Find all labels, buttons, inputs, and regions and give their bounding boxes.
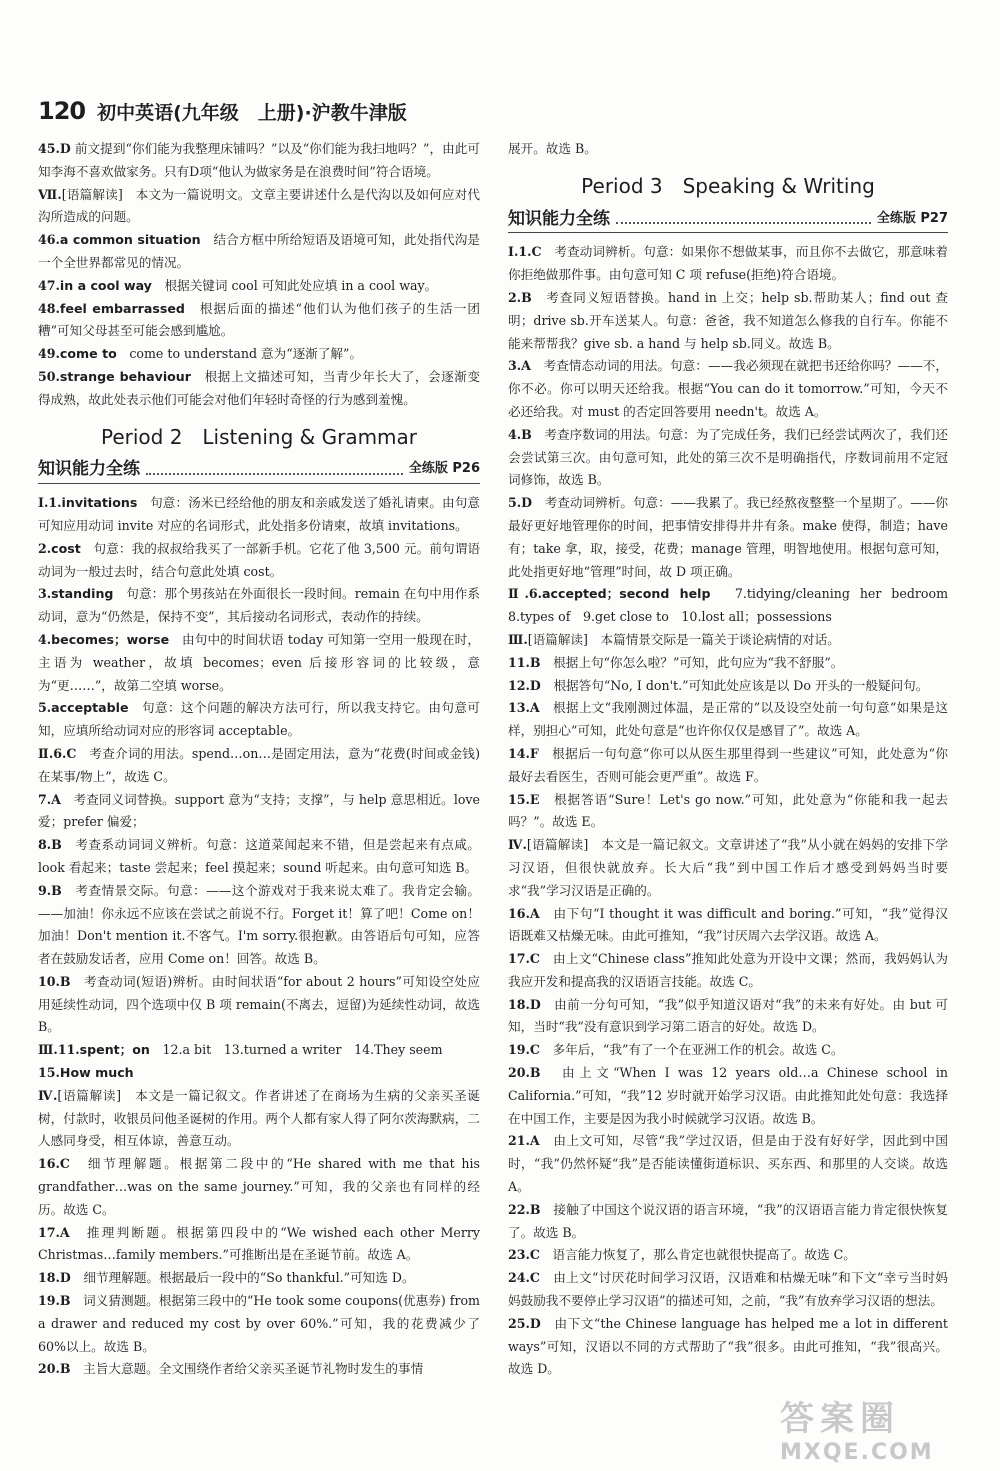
question-number: 22.B (508, 1201, 541, 1217)
explanation-text: 考查同义词替换。support 意为“支持；支撑”，与 help 意思相近。love 爱；prefer 偏爱； (38, 791, 480, 830)
answer-key: strange behaviour (59, 368, 191, 384)
question-number: 24.C (508, 1270, 540, 1286)
question-number: 49. (38, 346, 60, 362)
answer-entry (508, 903, 948, 949)
answer-entry (38, 743, 480, 789)
answer-entry (508, 834, 948, 902)
answer-entry (508, 492, 948, 583)
question-number: 16.A (508, 905, 540, 921)
question-number: 50. (38, 368, 60, 384)
explanation-text: 细节理解题。根据第二段中的“He shared with me that his grandfather…was on the same journey.”可知，我的父亲也有同样的经历。故选 C。 (38, 1156, 480, 1217)
answer-entry (508, 948, 948, 994)
question-number: 9.B (38, 882, 62, 898)
question-number: Ⅲ. (508, 631, 528, 647)
question-number: 23.C (508, 1247, 540, 1263)
answer-entry (508, 743, 948, 789)
explanation-text: 句意：汤米已经给他的朋友和亲戚发送了婚礼请柬。由句意可知应用动词 invite 对应的名词形式，此处指多份请柬，故填 invitations。 (38, 495, 480, 533)
explanation-text: 推理判断题。根据第四段中的“We wished each other Merry Christmas…family members.”可推断出是在圣诞节前。故选 A。 (38, 1224, 480, 1263)
watermark-text: 答案圈 (780, 1399, 900, 1439)
explanation-text: 接触了中国这个说汉语的语言环境，“我”的汉语语言能力肯定很快恢复了。故选 B。 (508, 1201, 948, 1240)
explanation-text: 由下句“I thought it was difficult and boring.”可知，“我”觉得汉语既难又枯燥无味。由此可推知，“我”讨厌周六去学汉语。故选 A。 (508, 905, 948, 944)
answer-entry (508, 1039, 948, 1062)
answer-entry (508, 424, 948, 492)
page-header (38, 92, 968, 130)
section-ref: 全练版 P26 (408, 461, 480, 477)
question-number: Ⅳ. (38, 1087, 58, 1103)
explanation-text: 根据上句“你怎么啦？”可知，此句应为“我不舒服”。 (540, 654, 844, 670)
answer-entry (38, 1153, 480, 1221)
explanation-text: 考查序数词的用法。句意：为了完成任务，我们已经尝试两次了，我们还会尝试第三次。由句意可知，此处的第三次不是明确指代，序数词前用不定冠词修饰，故选 B。 (508, 426, 948, 488)
question-number: 16.C (38, 1156, 70, 1172)
answer-entry (38, 583, 480, 629)
right-column (508, 138, 961, 1381)
explanation-text: 句意：那个男孩站在外面很长一段时间。remain 在句中用作系动词，意为“仍然是，保持不变”，其后接动名词形式，表动作的持续。 (38, 586, 480, 625)
explanation-text: [语篇解读] 本文是一篇记叙文。作者讲述了在商场为生病的父亲买圣诞树，付款时，收银员问他圣诞树的作用。两个人都有家人得了阿尔茨海默病，二人感同身受，相互体谅，善意互动。 (38, 1087, 480, 1149)
explanation-text: [语篇解读] 本篇情景交际是一篇关于谈论病情的对话。 (527, 631, 840, 647)
explanation-text: 考查介词的用法。spend…on…是固定用法，意为“花费(时间或金钱)在某事/物上”，故选 C。 (38, 745, 481, 784)
period-heading: Period 2 Listening & Grammar (100, 424, 418, 449)
explanation-text: 根据关键词 cool 可知此处应填 in a cool way。 (151, 277, 438, 293)
question-number: 15. (38, 1065, 60, 1081)
answer-entry (508, 287, 948, 355)
question-number: 45.D (38, 141, 71, 156)
question-number: Ⅲ.11. (38, 1042, 80, 1058)
question-number: 47. (38, 277, 60, 293)
question-number: 3.A (508, 358, 531, 374)
explanation-text: 由上文可知，尽管“我”学过汉语，但是由于没有好好学，因此到中国时，“我”仍然怀疑“我”是否能读懂街道标识、买东西、和那里的人交谈。故选 A。 (508, 1133, 948, 1195)
question-number: 48. (38, 300, 60, 316)
explanation-text: 7.tidying/cleaning her bedroom 8.types of 9.get close to 10.lost all；possessions (508, 586, 961, 625)
explanation-text: 词义猜测题。根据第三段中的“He took some coupons(优惠券) from a drawer and reduced my cost by over 60%.”可知，我的花费减少了 60%以上。故选 B。 (38, 1293, 480, 1354)
answer-key: accepted；second help (542, 586, 711, 602)
answer-entry (38, 275, 480, 298)
left-column (38, 138, 480, 1381)
watermark-logo (780, 1391, 980, 1465)
question-number: 3. (38, 586, 52, 602)
answer-entry (38, 697, 480, 743)
explanation-text: 结合方框中所给短语及语境可知，此处指代沟是一个全世界都常见的情况。 (38, 232, 481, 270)
question-number: Ⅱ.6.C (38, 745, 77, 761)
answer-key: How much (59, 1065, 134, 1081)
answer-entry (38, 184, 480, 230)
question-number: 7.A (38, 791, 61, 807)
question-number: 25.D (508, 1315, 541, 1331)
explanation-text: 根据后面的描述“他们认为他们孩子的生活一团糟”可知父母甚至可能会感到尴尬。 (38, 300, 480, 339)
answer-entry (38, 1358, 480, 1381)
answer-entry (38, 229, 480, 275)
explanation-text: 前文提到“你们能为我整理床铺吗？”以及“你们能为我扫地吗？”，由此可知李海不喜欢做家务。只有D项“他认为做家务是在浪费时间”符合语境。 (38, 141, 480, 179)
explanation-text: 多年后，“我”有了一个在亚洲工作的机会。故选 C。 (539, 1042, 844, 1058)
answer-entry (38, 1222, 480, 1268)
explanation-text: come to understand 意为“逐渐了解”。 (116, 346, 363, 362)
explanation-text: 考查情景交际。句意：——这个游戏对于我来说太难了。我肯定会输。——加油！你永远不应该在尝试之前说不行。Forget it！算了吧！Come on！加油！Don't mention it.不客气。I'm sorry.很抱歉。由答语后句可知，应答者在鼓励发话者，应用 Come on！回答。故选 B。 (38, 882, 480, 967)
question-number: 21.A (508, 1133, 540, 1149)
question-number: 46. (38, 232, 60, 248)
question-number: 11.B (508, 654, 541, 670)
answer-entry (508, 1244, 948, 1267)
answer-key: come to (59, 346, 117, 362)
answer-key: spent；on (79, 1042, 150, 1058)
question-number: Ⅰ.1. (38, 495, 62, 511)
question-number: 13.A (508, 700, 540, 716)
section-title: 知识能力全练 (508, 208, 610, 229)
watermark-url: MXQE.COM (780, 1440, 934, 1465)
section-bar (38, 458, 480, 484)
explanation-text: 语言能力恢复了，那么肯定也就很快提高了。故选 C。 (539, 1247, 856, 1263)
explanation-text: 根据答句“No, I don't.”可知此处应该是以 Do 开头的一般疑问句。 (540, 677, 929, 693)
explanation-text: [语篇解读] 本文为一篇说明文。文章主要讲述什么是代沟以及如何应对代沟所造成的问题。 (38, 186, 481, 225)
question-number: 20.B (38, 1361, 71, 1377)
answer-key: becomes；worse (51, 631, 170, 647)
explanation-text: 由下文“the Chinese language has helped me a lot in different ways”可知，汉语以不同的方式帮助了“我”很多。由此可推知，“我”很高兴。故选 D。 (508, 1315, 948, 1377)
explanation-text: 由前一分句可知，“我”似乎知道汉语对“我”的未来有好处。由 but 可知，当时“我”没有意识到学习第二语言的好处。故选 D。 (508, 996, 948, 1035)
answer-entry (38, 138, 480, 184)
explanation-text: 考查系动词词义辨析。句意：这道菜闻起来不错，但是尝起来有点咸。look 看起来；taste 尝起来；feel 摸起来；sound 听起来。由句意可知选 B。 (38, 837, 480, 875)
answer-entry (508, 789, 948, 835)
question-number: 14.F (508, 745, 539, 761)
question-number: 15.E (508, 791, 540, 807)
answer-entry (508, 241, 948, 287)
explanation-text: 句意：这个问题的解决方法可行，所以我支持它。由句意可知，应填所给动词对应的形容词 acceptable。 (38, 700, 480, 739)
dotted-leader (146, 473, 403, 475)
section-ref: 全练版 P27 (876, 210, 948, 226)
answer-entry (508, 697, 948, 743)
explanation-text: 考查情态动词的用法。句意：——我必须现在就把书还给你吗？——不，你不必。你可以明天还给我。根据“You can do it tomorrow.”可知，今天不必还给我。对 must 的否定回答要用 needn't。故选 A。 (508, 358, 948, 419)
answer-entry (38, 538, 480, 584)
answer-entry (38, 366, 480, 412)
question-number: 19.B (38, 1293, 71, 1309)
question-number: 17.A (38, 1224, 70, 1240)
explanation-text: 根据后一句句意“你可以从医生那里得到一些建议”可知，此处意为“你最好去看医生，否则可能会更严重”。故选 F。 (508, 745, 948, 784)
explanation-text: 考查动词辨析。句意：如果你不想做某事，而且你不去做它，那意味着你拒绝做那件事。由句意可知 C 项 refuse(拒绝)符合语境。 (508, 244, 949, 283)
question-number: 8.B (38, 837, 62, 853)
answer-entry (38, 1039, 480, 1062)
question-number: 19.C (508, 1042, 540, 1058)
answer-entry (508, 1199, 948, 1245)
question-number: 18.D (38, 1270, 71, 1286)
answer-entry (508, 629, 948, 652)
section-bar (508, 208, 948, 234)
answer-key: standing (51, 586, 114, 602)
answer-entry (508, 1062, 948, 1130)
answer-entry (38, 789, 480, 835)
question-number: 12.D (508, 677, 541, 693)
answer-entry (508, 583, 961, 629)
question-number: 5.D (508, 495, 533, 511)
explanation-text: 根据上文“我刚测过体温，是正常的”以及设空处前一句句意“如果是这样，别担心”可知，此处句意是“也许你仅仅是感冒了”。故选 A。 (508, 700, 948, 739)
answer-entry (38, 834, 480, 880)
book-title: 初中英语(九年级 上册)·沪教牛津版 (97, 101, 407, 124)
question-number: 20.B (508, 1065, 541, 1081)
answer-entry (508, 355, 948, 423)
answer-entry (38, 1290, 480, 1358)
answer-entry (38, 492, 480, 538)
answer-key: feel embarrassed (59, 300, 185, 316)
dotted-leader (616, 222, 871, 224)
answer-entry (38, 880, 480, 971)
answer-entry (38, 298, 480, 344)
question-number: Ⅶ. (38, 186, 62, 202)
explanation-text: 句意：我的叔叔给我买了一部新手机。它花了他 3,500 元。前句谓语动词为一般过去时，结合句意此处填 cost。 (38, 540, 480, 579)
answer-entry (508, 138, 948, 161)
explanation-text: 由上文“Chinese class”推知此处意为开设中文课；然而，我妈妈认为我应开发和提高我的汉语语言技能。故选 C。 (508, 951, 948, 989)
answer-entry (38, 343, 480, 366)
explanation-text: 考查动词(短语)辨析。由时间状语“for about 2 hours”可知设空处应用延续性动词，四个选项中仅 B 项 remain(不离去，逗留)为延续性动词，故选 B。 (38, 973, 480, 1035)
answer-entry (508, 675, 948, 698)
question-number: 5. (38, 700, 52, 716)
answer-entry (38, 1267, 480, 1290)
explanation-text: 根据上文描述可知，当青少年长大了，会逐渐变得成熟，故此处表示他们可能会对他们年轻时奇怪的行为感到羞愧。 (38, 368, 481, 407)
question-number: 17.C (508, 951, 540, 967)
question-number: Ⅱ.6. (508, 586, 543, 602)
explanation-text: 由上文“讨厌花时间学习汉语，汉语难和枯燥无味”和下文“幸亏当时妈妈鼓励我不要停止学习汉语”的描述可知，之前，“我”有放弃学习汉语的想法。 (508, 1270, 948, 1309)
answer-key: invitations (61, 495, 138, 511)
explanation-text: 考查同义短语替换。hand in 上交；help sb.帮助某人；find out 查明；drive sb.开车送某人。句意：爸爸，我不知道怎么修我的自行车。你能不能来帮帮我？give sb. a hand 与 help sb.同义。故选 B。 (508, 289, 948, 351)
explanation-text: 由上文“When I was 12 years old…a Chinese school in California.”可知，“我”12 岁时就开始学习汉语。由此推知此处句意：我选择在中国工作，主要是因为我小时候就学习汉语。故选 B。 (508, 1065, 948, 1126)
question-number: 18.D (508, 996, 541, 1012)
section-title: 知识能力全练 (38, 459, 140, 480)
period-heading: Period 3 Speaking & Writing (581, 173, 875, 198)
answer-entry (508, 1130, 948, 1198)
explanation-text: 展开。故选 B。 (508, 141, 597, 156)
question-number: 2. (38, 540, 52, 556)
explanation-text: 主旨大意题。全文围绕作者给父亲买圣诞节礼物时发生的事情 (70, 1361, 424, 1377)
answer-entry (508, 994, 948, 1040)
answer-entry (38, 1062, 480, 1085)
question-number: Ⅳ. (508, 837, 527, 853)
answer-entry (38, 971, 480, 1039)
answer-key: cost (51, 540, 81, 556)
answer-entry (508, 652, 948, 675)
question-number: Ⅰ.1.C (508, 244, 542, 260)
question-number: 4. (38, 631, 52, 647)
answer-key: in a cool way (59, 277, 152, 293)
answer-entry (508, 1267, 948, 1313)
explanation-text: 考查动词辨析。句意：——我累了。我已经熬夜整整一个星期了。——你最好更好地管理你的时间，把事情安排得井井有条。make 使得，制造；have 有；take 拿，取，接受，花费；manage 管理，明智地使用。根据句意可知，此处指更好地“管理”时间，故 D 项正确。 (508, 495, 948, 579)
answer-key: a common situation (59, 232, 201, 248)
page-number: 120 (38, 97, 86, 125)
question-number: 4.B (508, 426, 532, 442)
question-number: 2.B (508, 289, 532, 305)
explanation-text: 由句中的时间状语 today 可知第一空用一般现在时，主语为 weather，故填 becomes；even 后接形容词的比较级，意为“更……”，故第二空填 worse。 (38, 631, 480, 693)
explanation-text: 12.a bit 13.turned a writer 14.They seem (149, 1042, 443, 1058)
question-number: 10.B (38, 973, 71, 989)
answer-key: acceptable (51, 700, 129, 716)
explanation-text: 根据答语“Sure！Let's go now.”可知，此处意为“你能和我一起去吗？”。故选 E。 (508, 791, 948, 830)
answer-entry (508, 1313, 948, 1381)
answer-entry (38, 1085, 480, 1153)
explanation-text: 细节理解题。根据最后一段中的“So thankful.”可知选 D。 (70, 1270, 415, 1286)
explanation-text: [语篇解读] 本文是一篇记叙文。文章讲述了“我”从小就在妈妈的安排下学习汉语，但很快就放弃。长大后“我”到中国工作后才感受到妈妈当时要求“我”学习汉语是正确的。 (508, 837, 948, 898)
answer-entry (38, 629, 480, 697)
